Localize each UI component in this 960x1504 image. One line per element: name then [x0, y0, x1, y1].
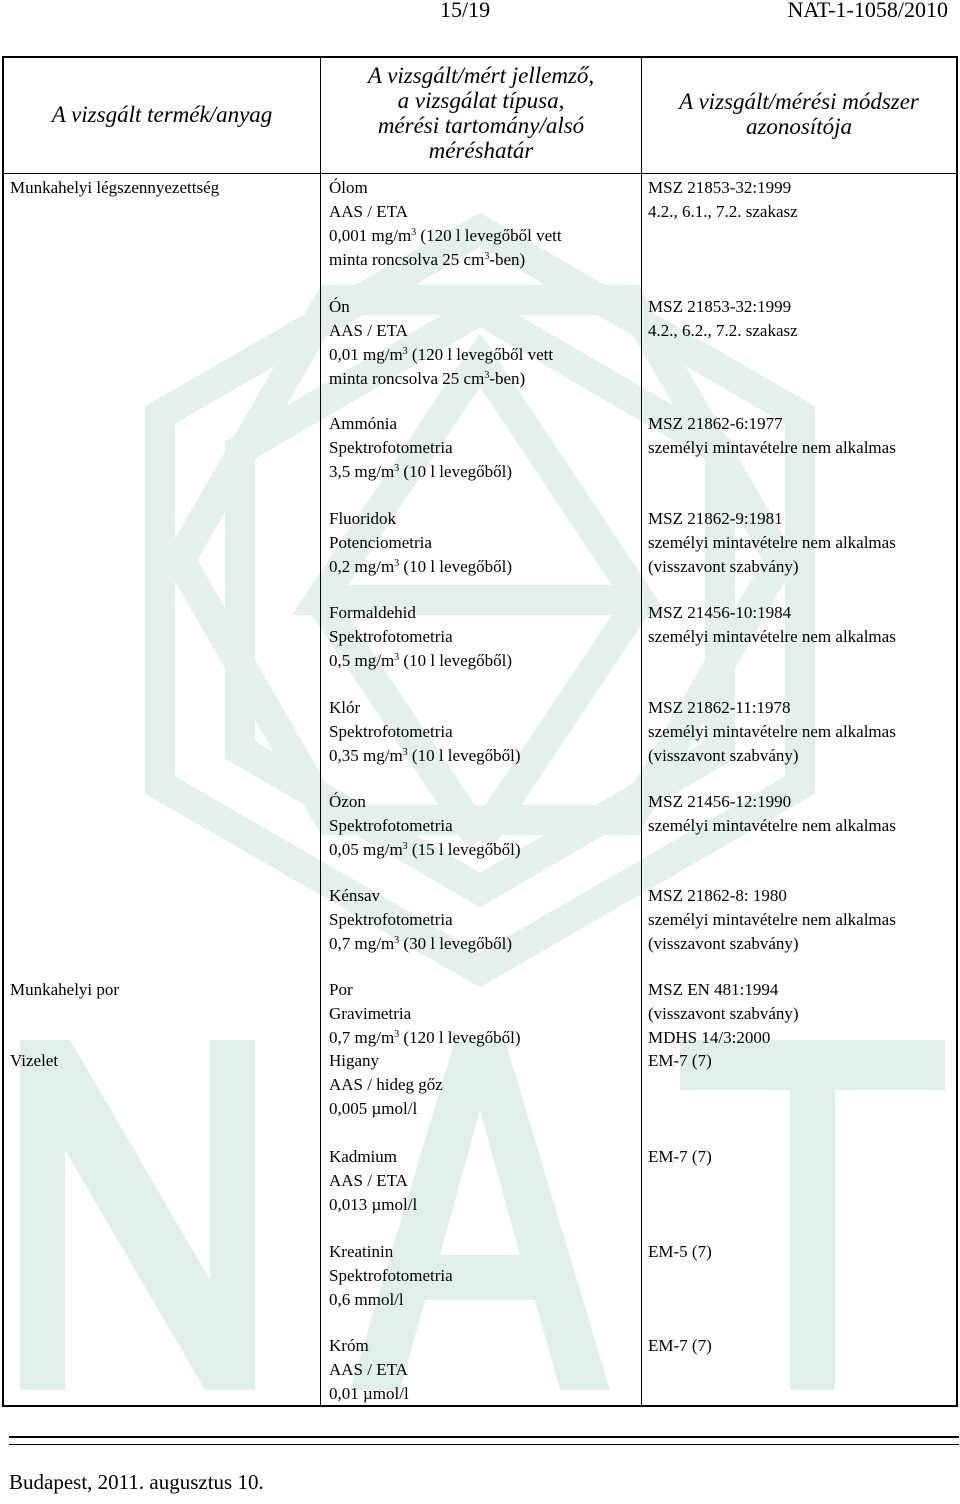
measurement-name: Ammónia: [329, 414, 397, 433]
measurement-name: Ólom: [329, 178, 368, 197]
measurement-name: Por: [329, 980, 353, 999]
method-note: (visszavont szabvány): [648, 1004, 799, 1023]
measurement-method: Potenciometria: [329, 533, 432, 552]
column-header-method: A vizsgált/mérési módszer azonosítója: [679, 89, 919, 139]
footer-rule: [9, 1436, 959, 1438]
method-standard: MDHS 14/3:2000: [648, 1028, 771, 1047]
measurement-range: 0,001 $mg/m^3$ (120 l levegőből vett: [329, 226, 562, 245]
method-note: (visszavont szabvány): [648, 557, 799, 576]
table-column-divider-2: [641, 56, 642, 1407]
method-standard: MSZ 21853-32:1999: [648, 178, 792, 197]
footer-place-date: Budapest, 2011. augusztus 10.: [9, 1470, 264, 1494]
measurement-name: Formaldehid: [329, 603, 416, 622]
measurement-range-cont: minta roncsolva 25 $cm^3-ben$): [329, 369, 526, 388]
measurement-range: 0,5 $mg/m^3$ (10 l levegőből): [329, 651, 513, 670]
method-note: személyi mintavételre nem alkalmas: [648, 722, 896, 741]
method-note: 4.2., 6.1., 7.2. szakasz: [648, 202, 798, 221]
page-number: 15/19: [440, 0, 491, 22]
measurement-range: 0,7 $mg/m^3$ (30 l levegőből): [329, 934, 513, 953]
method-note: személyi mintavételre nem alkalmas: [648, 816, 896, 835]
measurement-method: Spektrofotometria: [329, 816, 453, 835]
measurement-range: 0,6 mmol/l: [329, 1290, 404, 1309]
table-border-bottom: [2, 1405, 958, 1407]
measurement-name: Króm: [329, 1336, 369, 1355]
measurement-method: Spektrofotometria: [329, 722, 453, 741]
measurement-method: AAS / ETA: [329, 1171, 408, 1190]
method-standard: MSZ 21862-8: 1980: [648, 886, 787, 905]
method-standard: MSZ 21853-32:1999: [648, 297, 792, 316]
measurement-range: 0,2 $mg/m^3$ (10 l levegőből): [329, 557, 513, 576]
measurement-method: AAS / hideg gőz: [329, 1075, 443, 1094]
watermark-letter-t: [680, 1040, 945, 1390]
document-id: NAT-1-1058/2010: [787, 0, 948, 22]
method-standard: MSZ 21456-10:1984: [648, 603, 792, 622]
measurement-name: Klór: [329, 698, 361, 717]
measurement-name: Kadmium: [329, 1147, 397, 1166]
measurement-name: Fluoridok: [329, 509, 397, 528]
measurement-name: Kénsav: [329, 886, 380, 905]
method-standard: MSZ 21862-9:1981: [648, 509, 783, 528]
method-note: 4.2., 6.2., 7.2. szakasz: [648, 321, 798, 340]
method-note: személyi mintavételre nem alkalmas: [648, 910, 896, 929]
measurement-method: Spektrofotometria: [329, 627, 453, 646]
product-cell: Munkahelyi por: [10, 980, 120, 999]
measurement-range: 3,5 $mg/m^3$ (10 l levegőből): [329, 462, 513, 481]
table-border-left: [2, 56, 4, 1407]
method-note: személyi mintavételre nem alkalmas: [648, 438, 896, 457]
method-standard: MSZ 21862-6:1977: [648, 414, 783, 433]
measurement-range: 0,01 $mg/m^3$ (120 l levegőből vett: [329, 345, 554, 364]
measurement-range: 0,013 µmol/l: [329, 1195, 418, 1214]
measurement-method: AAS / ETA: [329, 1360, 408, 1379]
measurement-method: AAS / ETA: [329, 321, 408, 340]
method-standard: MSZ 21456-12:1990: [648, 792, 792, 811]
measurement-range-cont: minta roncsolva 25 $cm^3-ben$): [329, 250, 526, 269]
measurement-method: Gravimetria: [329, 1004, 412, 1023]
table-header-rule: [2, 173, 958, 174]
measurement-method: Spektrofotometria: [329, 910, 453, 929]
method-standard: MSZ EN 481:1994: [648, 980, 779, 999]
table-border-top: [2, 56, 958, 58]
method-note: személyi mintavételre nem alkalmas: [648, 533, 896, 552]
table-column-divider-1: [320, 56, 321, 1407]
product-cell: Vizelet: [10, 1051, 59, 1070]
product-cell: Munkahelyi légszennyezettség: [10, 178, 220, 197]
measurement-name: Ózon: [329, 792, 366, 811]
method-standard: EM-7 (7): [648, 1147, 712, 1166]
column-header-characteristic: A vizsgált/mért jellemző, a vizsgálat típusa, mérési tartomány/alsó méréshatár: [367, 63, 595, 163]
footer-rule: [9, 1444, 959, 1445]
measurement-range: 0,35 $mg/m^3$ (10 l levegőből): [329, 746, 521, 765]
measurement-name: Higany: [329, 1051, 380, 1070]
method-standard: EM-7 (7): [648, 1051, 712, 1070]
measurement-method: AAS / ETA: [329, 202, 408, 221]
measurement-name: Ón: [329, 297, 350, 316]
measurement-range: 0,01 µmol/l: [329, 1384, 409, 1403]
measurement-range: 0,7 $mg/m^3$ (120 l levegőből): [329, 1028, 521, 1047]
measurement-method: Spektrofotometria: [329, 438, 453, 457]
method-standard: EM-5 (7): [648, 1242, 712, 1261]
measurement-name: Kreatinin: [329, 1242, 394, 1261]
watermark-letter-n: [20, 1040, 255, 1390]
measurement-range: 0,05 $mg/m^3$ (15 l levegőből): [329, 840, 521, 859]
method-note: (visszavont szabvány): [648, 934, 799, 953]
table-border-right: [956, 56, 958, 1407]
column-header-product: A vizsgált termék/anyag: [51, 102, 273, 127]
method-standard: EM-7 (7): [648, 1336, 712, 1355]
method-standard: MSZ 21862-11:1978: [648, 698, 791, 717]
measurement-range: 0,005 µmol/l: [329, 1099, 418, 1118]
measurement-method: Spektrofotometria: [329, 1266, 453, 1285]
method-note: személyi mintavételre nem alkalmas: [648, 627, 896, 646]
method-note: (visszavont szabvány): [648, 746, 799, 765]
